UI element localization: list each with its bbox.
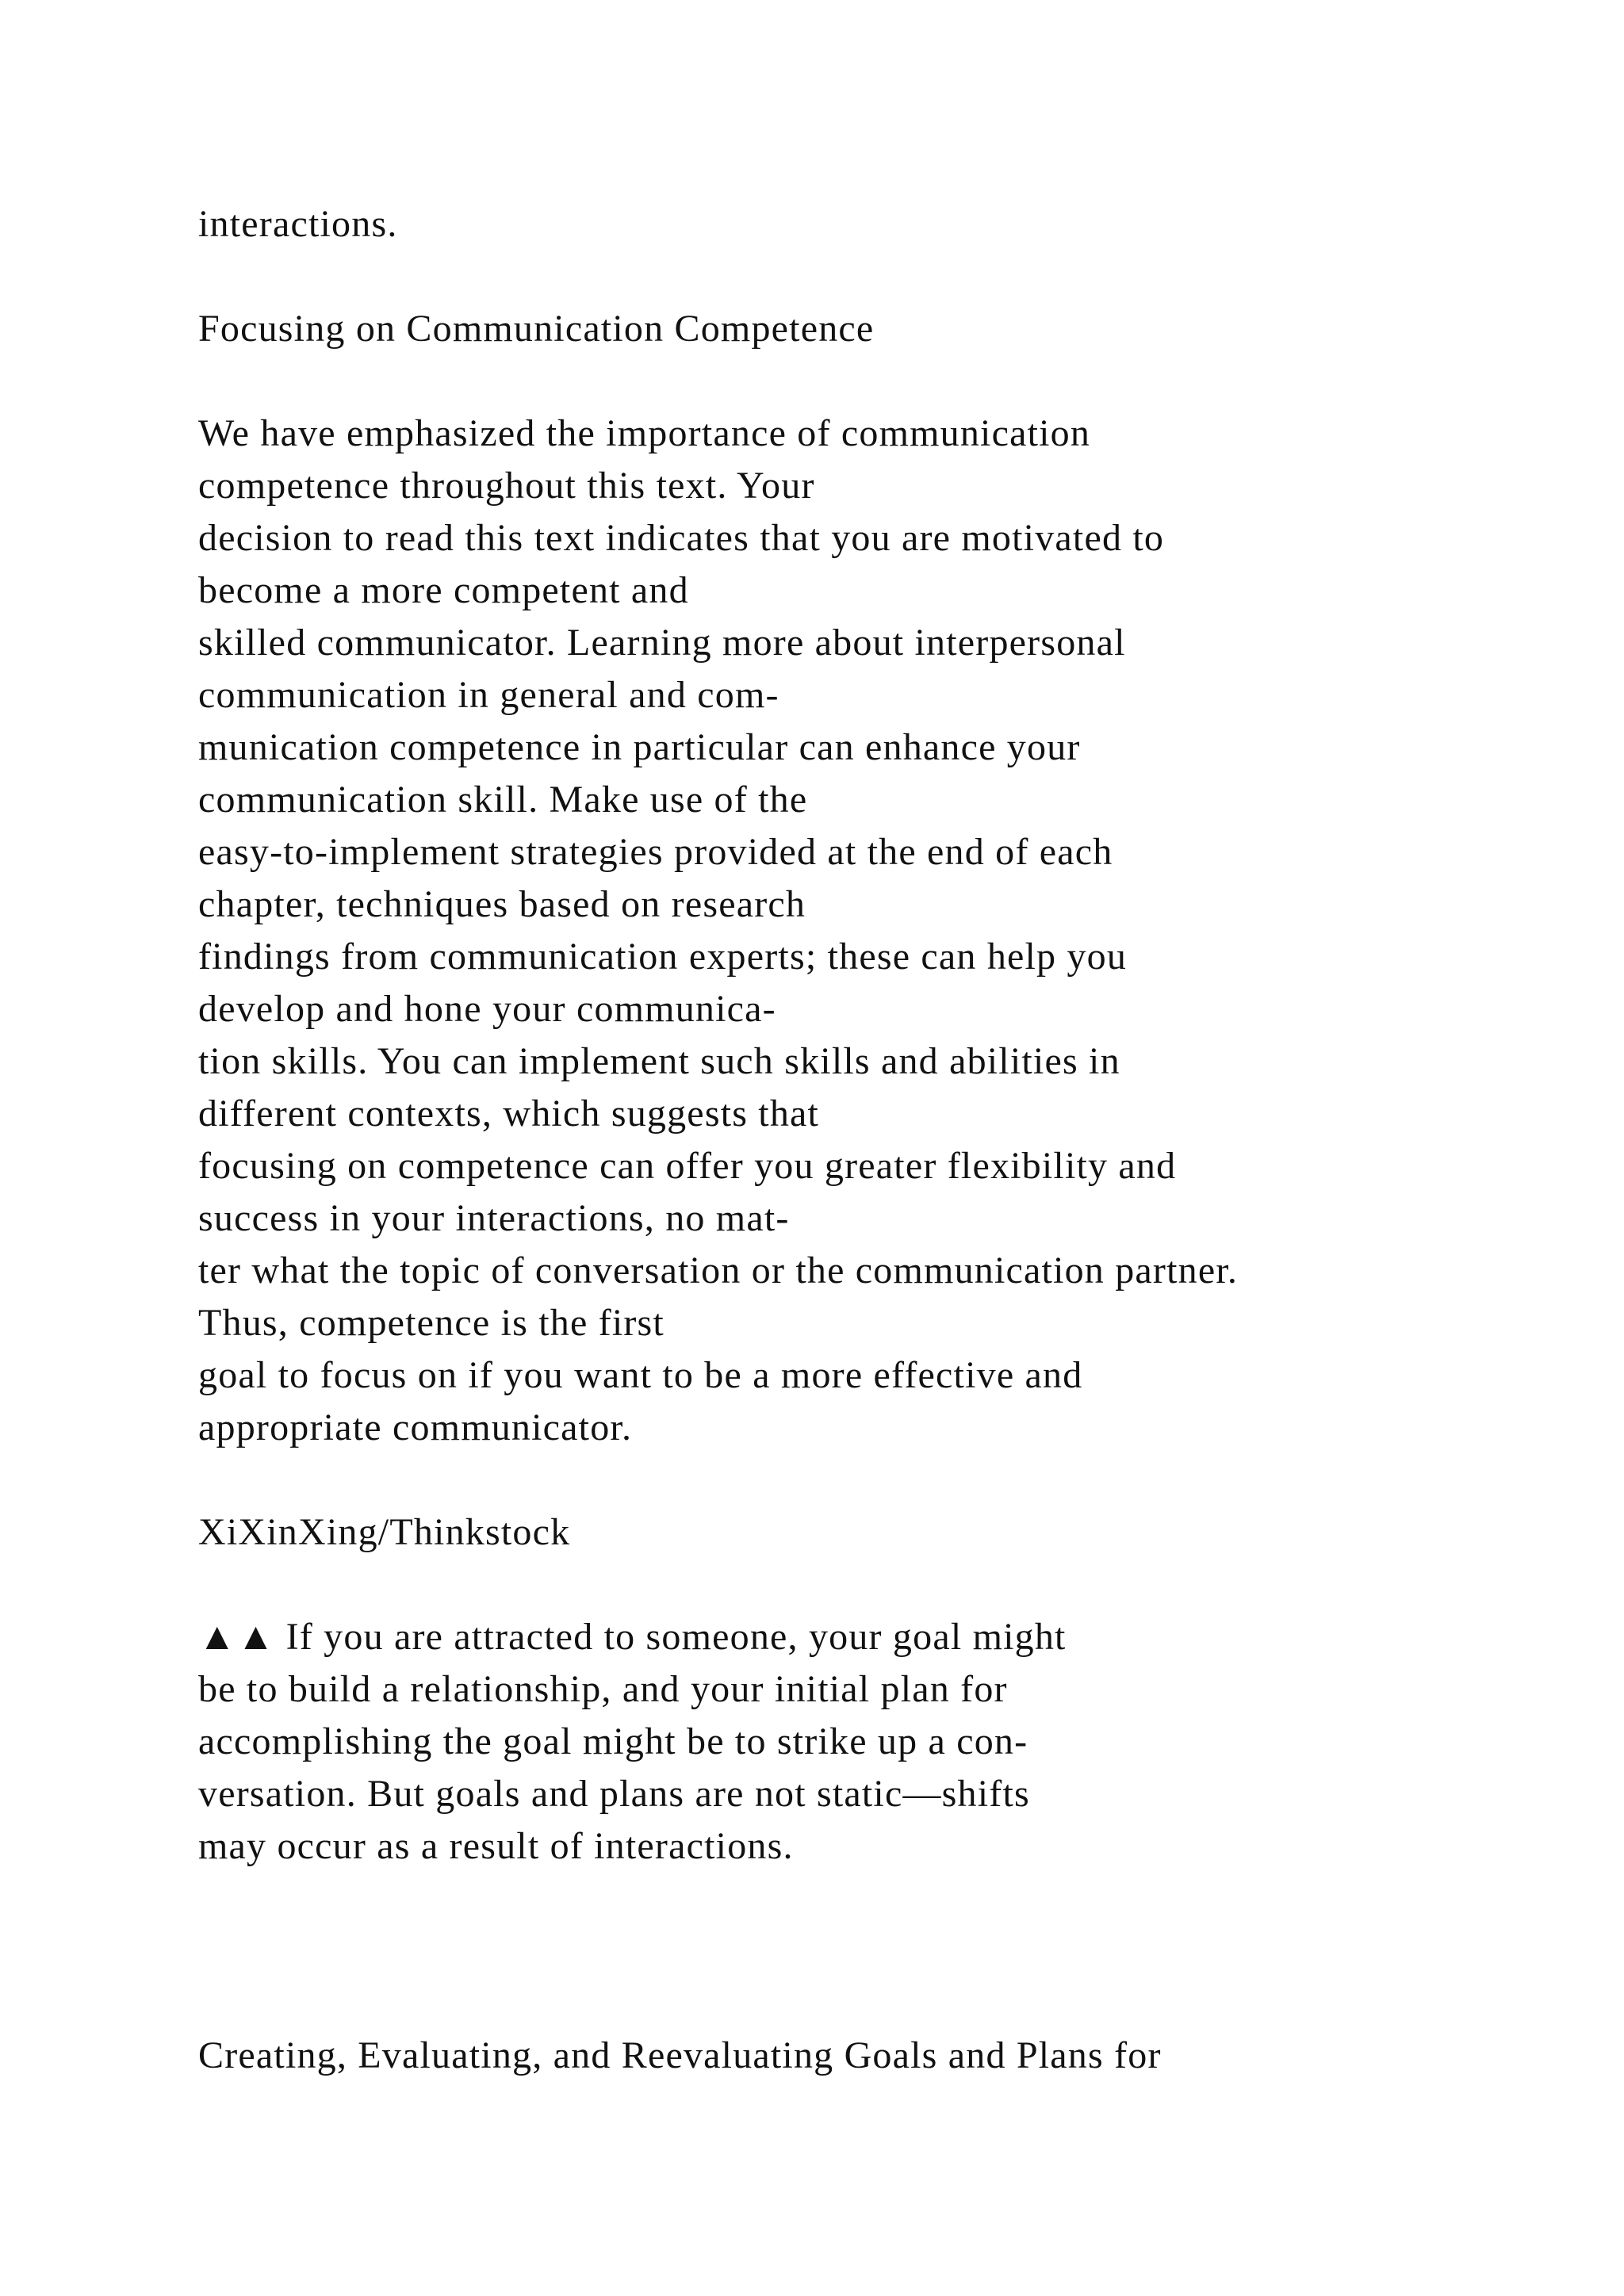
paragraph-line: skilled communicator. Learning more about interpersonal [198, 622, 1126, 664]
paragraph-line: easy-to-implement strategies provided at the end of each [198, 831, 1113, 873]
paragraph-line: findings from communication experts; these can help you [198, 936, 1128, 978]
text-line-interactions: interactions. [198, 203, 398, 245]
paragraph-line: success in your interactions, no mat- [198, 1197, 790, 1239]
caption-line: accomplishing the goal might be to strike up a con- [198, 1720, 1028, 1762]
paragraph-line: Thus, competence is the first [198, 1302, 665, 1344]
paragraph-line: appropriate communicator. [198, 1406, 633, 1448]
paragraph-line: different contexts, which suggests that [198, 1093, 820, 1135]
paragraph-line: competence throughout this text. Your [198, 465, 815, 507]
paragraph-line: goal to focus on if you want to be a more effective and [198, 1354, 1083, 1396]
paragraph-line: focusing on competence can offer you greater flexibility and [198, 1145, 1177, 1187]
paragraph-line: communication in general and com- [198, 674, 779, 716]
paragraph-line: munication competence in particular can enhance your [198, 726, 1081, 768]
paragraph-line: chapter, techniques based on research [198, 883, 806, 925]
caption-line: ▲▲ If you are attracted to someone, your goal might [198, 1616, 1067, 1658]
paragraph-line: develop and hone your communica- [198, 988, 776, 1030]
caption-line: versation. But goals and plans are not static—shifts [198, 1773, 1030, 1815]
paragraph-line: become a more competent and [198, 569, 689, 611]
caption-line: may occur as a result of interactions. [198, 1825, 794, 1867]
paragraph-line: decision to read this text indicates that you are motivated to [198, 517, 1165, 559]
section-heading: Focusing on Communication Competence [198, 308, 875, 350]
paragraph-line: tion skills. You can implement such skills and abilities in [198, 1040, 1120, 1082]
section-heading-bottom: Creating, Evaluating, and Reevaluating Goals and Plans for [198, 2034, 1162, 2076]
paragraph-line: communication skill. Make use of the [198, 779, 808, 821]
paragraph-line: We have emphasized the importance of communication [198, 412, 1091, 454]
caption-line: be to build a relationship, and your initial plan for [198, 1668, 1008, 1710]
paragraph-line: ter what the topic of conversation or the communication partner. [198, 1249, 1239, 1292]
photo-credit: XiXinXing/Thinkstock [198, 1511, 571, 1553]
